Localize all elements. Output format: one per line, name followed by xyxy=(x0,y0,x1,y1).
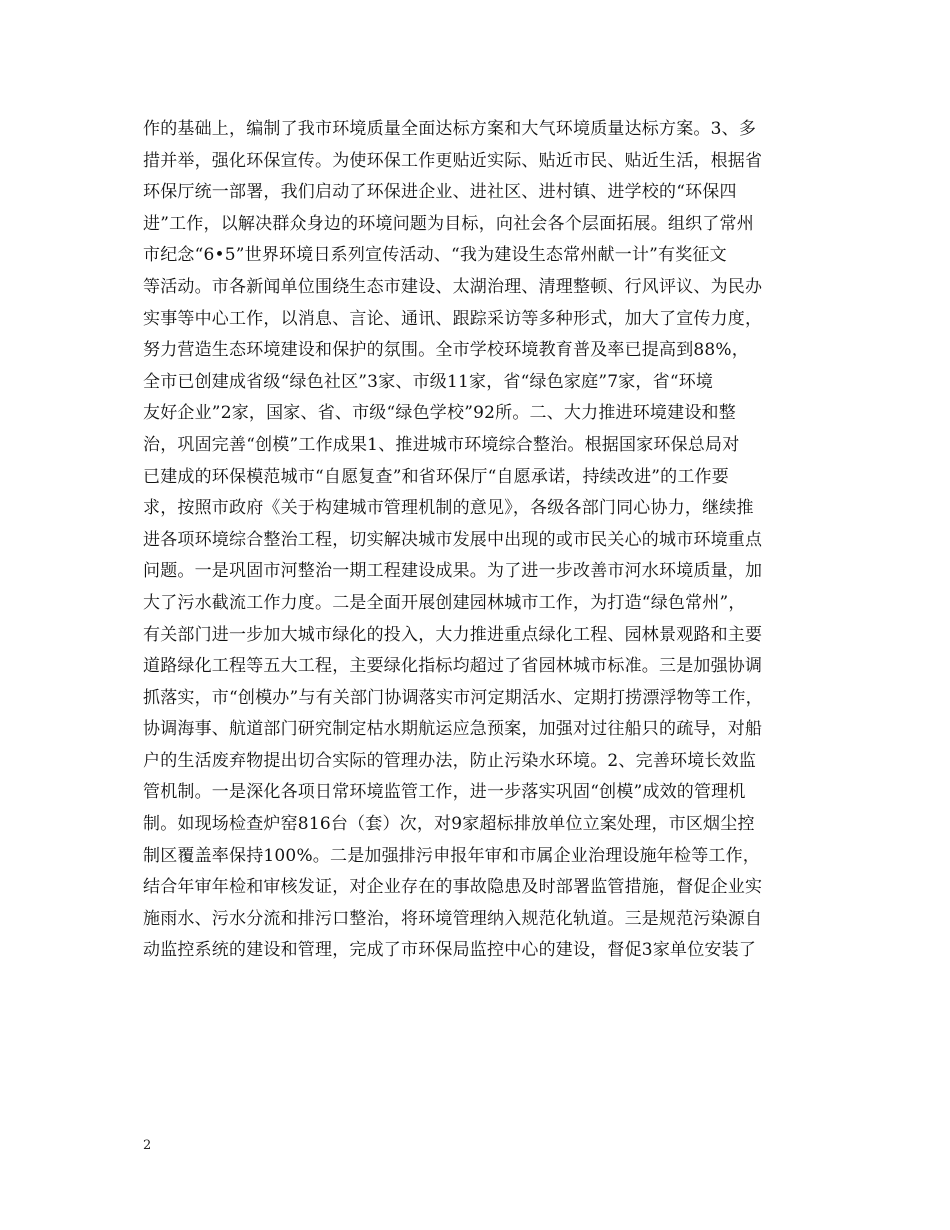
text-line: 进各项环境综合整治工程，切实解决城市发展中出现的或市民关心的城市环境重点 xyxy=(143,529,763,550)
text-line: 制。如现场检查炉窑816台（套）次，对9家超标排放单位立案处理，市区烟尘控 xyxy=(143,814,755,835)
text-line: 制区覆盖率保持100%。二是加强排污申报年审和市属企业治理设施年检等工作， xyxy=(143,845,760,866)
text-line: 全市已创建成省级“绿色社区”3家、市级11家，省“绿色家庭”7家，省“环境 xyxy=(143,371,714,392)
text-line: 问题。一是巩固市河整治一期工程建设成果。为了进一步改善市河水环境质量，加 xyxy=(143,561,763,582)
text-line: 结合年审年检和审核发证，对企业存在的事故隐患及时部署监管措施，督促企业实 xyxy=(143,877,763,898)
text-line: 等活动。市各新闻单位围绕生态市建设、太湖治理、清理整顿、行风评议、为民办 xyxy=(143,276,763,297)
page-number: 2 xyxy=(143,1138,152,1153)
text-line: 协调海事、航道部门研究制定枯水期航运应急预案，加强对过往船只的疏导，对船 xyxy=(143,719,763,740)
text-line: 管机制。一是深化各项日常环境监管工作，进一步落实巩固“创模”成效的管理机 xyxy=(143,782,746,803)
text-line: 有关部门进一步加大城市绿化的投入，大力推进重点绿化工程、园林景观路和主要 xyxy=(143,624,763,645)
text-line: 作的基础上，编制了我市环境质量全面达标方案和大气环境质量达标方案。3、多 xyxy=(143,119,757,139)
text-line: 已建成的环保模范城市“自愿复查”和省环保厅“自愿承诺，持续改进”的工作要 xyxy=(143,466,729,487)
text-line: 环保厅统一部署，我们启动了环保进企业、进社区、进村镇、进学校的“环保四 xyxy=(143,182,737,203)
text-line: 实事等中心工作，以消息、言论、通讯、跟踪采访等多种形式，加大了宣传力度， xyxy=(143,308,763,329)
text-line: 户的生活废弃物提出切合实际的管理办法，防止污染水环境。2、完善环境长效监 xyxy=(143,750,757,771)
text-line: 进”工作，以解决群众身边的环境问题为目标，向社会各个层面拓展。组织了常州 xyxy=(143,213,754,234)
text-line: 治，巩固完善“创模”工作成果1、推进城市环境综合整治。根据国家环保总局对 xyxy=(143,434,740,455)
text-line: 抓落实，市“创模办”与有关部门协调落实市河定期活水、定期打捞漂浮物等工作， xyxy=(143,687,763,708)
text-line: 措并举，强化环保宣传。为使环保工作更贴近实际、贴近市民、贴近生活，根据省 xyxy=(143,150,763,171)
text-line: 道路绿化工程等五大工程，主要绿化指标均超过了省园林城市标准。三是加强协调 xyxy=(143,656,763,677)
body-text xyxy=(143,114,823,967)
text-line: 大了污水截流工作力度。二是全面开展创建园林城市工作，为打造“绿色常州”， xyxy=(143,592,746,613)
text-line: 求，按照市政府《关于构建城市管理机制的意见》，各级各部门同心协力，继续推 xyxy=(143,498,754,519)
text-line: 友好企业”2家，国家、省、市级“绿色学校”92所。二、大力推进环境建设和整 xyxy=(143,403,736,424)
text-line: 施雨水、污水分流和排污口整治，将环境管理纳入规范化轨道。三是规范污染源自 xyxy=(143,908,763,929)
text-line: 市纪念“6•5”世界环境日系列宣传活动、“我为建设生态常州献一计”有奖征文 xyxy=(143,245,727,266)
text-line: 动监控系统的建设和管理，完成了市环保局监控中心的建设，督促3家单位安装了 xyxy=(143,940,757,961)
text-line: 努力营造生态环境建设和保护的氛围。全市学校环境教育普及率已提高到88%， xyxy=(143,340,749,361)
